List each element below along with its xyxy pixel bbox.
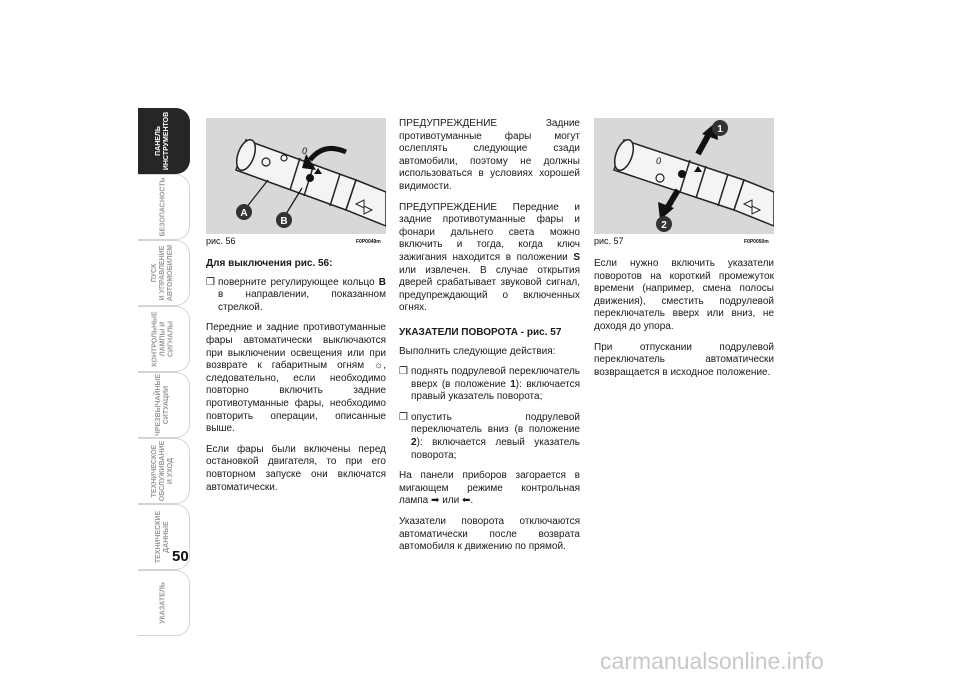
figure-56-label-b: B — [280, 216, 288, 227]
figure-56-label-zero: 0 — [302, 146, 308, 156]
chapter-tab-starting[interactable]: ПУСК И УПРАВЛЕНИЕ АВТОМОБИЛЕМ — [138, 240, 190, 306]
figure-57-caption: рис. 57 — [594, 236, 624, 246]
figure-56-label-a: A — [240, 208, 248, 219]
figure-57-label-1: 1 — [717, 124, 723, 135]
paragraph: Если нужно включить указатели поворотов на короткий промежуток времени (например, смена полосы движения), сместить подрулевой переключатель вверх или вниз, не доходя до упора. — [594, 258, 774, 332]
chapter-tab-instruments[interactable]: ПАНЕЛЬ ИНСТРУМЕНТОВ — [138, 108, 190, 174]
figure-57 — [594, 118, 774, 248]
warning-paragraph: ПРЕДУПРЕЖДЕНИЕ Передние и задние противотуманные фары и фонари дальнего света можно включить и тогда, когда ключ зажигания находится в положении S или извлечен. В случае открытия дверей срабатывает звуковой сигнал, предупреждающий о включенных огнях. — [399, 201, 580, 314]
figure-57-code: F0P0050m — [744, 239, 769, 245]
chapter-tab-emergencies[interactable]: ЧРЕЗВЫЧАЙНЫЕ СИТУАЦИИ — [138, 372, 190, 438]
paragraph: Передние и задние противотуманные фары автоматически выключаются при выключении освещения или при возврате к габаритным огням ☼, следовательно, если необходимо повторно включить задние противотуманные фары, необходимо повторить операции, описанные выше. — [206, 322, 386, 435]
figure-57-illustration — [594, 118, 774, 234]
paragraph: Выполнить следующие действия: — [399, 345, 556, 357]
paragraph: Указатели поворота отключаются автоматически после возврата автомобиля к движению по прямой. — [399, 516, 580, 553]
checkbox-bullet-icon: ❒ — [206, 276, 215, 288]
chapter-tab-technical-data[interactable]: ТЕХНИЧЕСКИЕ ДАННЫЕ — [138, 504, 190, 570]
text-column-1 — [206, 258, 386, 502]
chapter-tab-maintenance[interactable]: ТЕХНИЧЕСКОЕ ОБСЛУЖИВАНИЕ И УХОД — [138, 438, 190, 504]
page-number: 50 — [172, 548, 189, 565]
paragraph: При отпускании подрулевой переключатель автоматически возвращается в исходное положение. — [594, 341, 774, 378]
checkbox-bullet-icon: ❒ — [399, 366, 408, 378]
figure-57-label-2: 2 — [661, 220, 667, 231]
sidelights-icon: ☼ — [374, 360, 384, 372]
paragraph: На панели приборов загорается в мигающем режиме контрольная лампа ➡ или ⬅. — [399, 470, 580, 507]
chapter-tab-warning-lights[interactable]: КОНТРОЛЬНЫЕ ЛАМПЫ И СИГНАЛЫ — [138, 306, 190, 372]
left-turn-arrow-icon: ⬅ — [462, 495, 471, 507]
watermark: carmanualsonline.info — [600, 648, 824, 674]
section-heading-turn-signals: УКАЗАТЕЛИ ПОВОРОТА - рис. 57 — [399, 326, 562, 338]
text-column-2 — [399, 118, 580, 562]
chapter-tab-index[interactable]: УКАЗАТЕЛЬ — [138, 570, 190, 636]
text-column-3 — [594, 258, 774, 387]
paragraph: Если фары были включены перед остановкой двигателя, то при его повторном запуске они включатся автоматически. — [206, 443, 386, 493]
chapter-tab-safety[interactable]: БЕЗОПАСНОСТЬ — [138, 174, 190, 240]
list-item: ❒ поднять подрулевой переключатель вверх (в положение 1): включается правый указатель поворота; — [399, 366, 581, 403]
figure-56 — [206, 118, 386, 248]
figure-57-label-zero: 0 — [656, 156, 662, 166]
figure-56-caption: рис. 56 — [206, 236, 236, 246]
list-item: ❒ опустить подрулевой переключатель вниз (в положение 2): включается левый указатель поворота; — [399, 411, 580, 461]
right-turn-arrow-icon: ➡ — [431, 495, 440, 507]
section-heading-switch-off: Для выключения рис. 56: — [206, 258, 333, 269]
figure-56-code: F0P0049m — [356, 239, 381, 245]
warning-paragraph: ПРЕДУПРЕЖДЕНИЕ Задние противотуманные фары могут ослеплять следующие сзади автомобили, поэтому не должны использоваться в условиях хорошей видимости. — [399, 118, 580, 192]
list-item: ❒ поверните регулирующее кольцо B в направлении, показанном стрелкой. — [206, 276, 386, 313]
figure-56-illustration — [206, 118, 386, 234]
checkbox-bullet-icon: ❒ — [399, 411, 408, 423]
